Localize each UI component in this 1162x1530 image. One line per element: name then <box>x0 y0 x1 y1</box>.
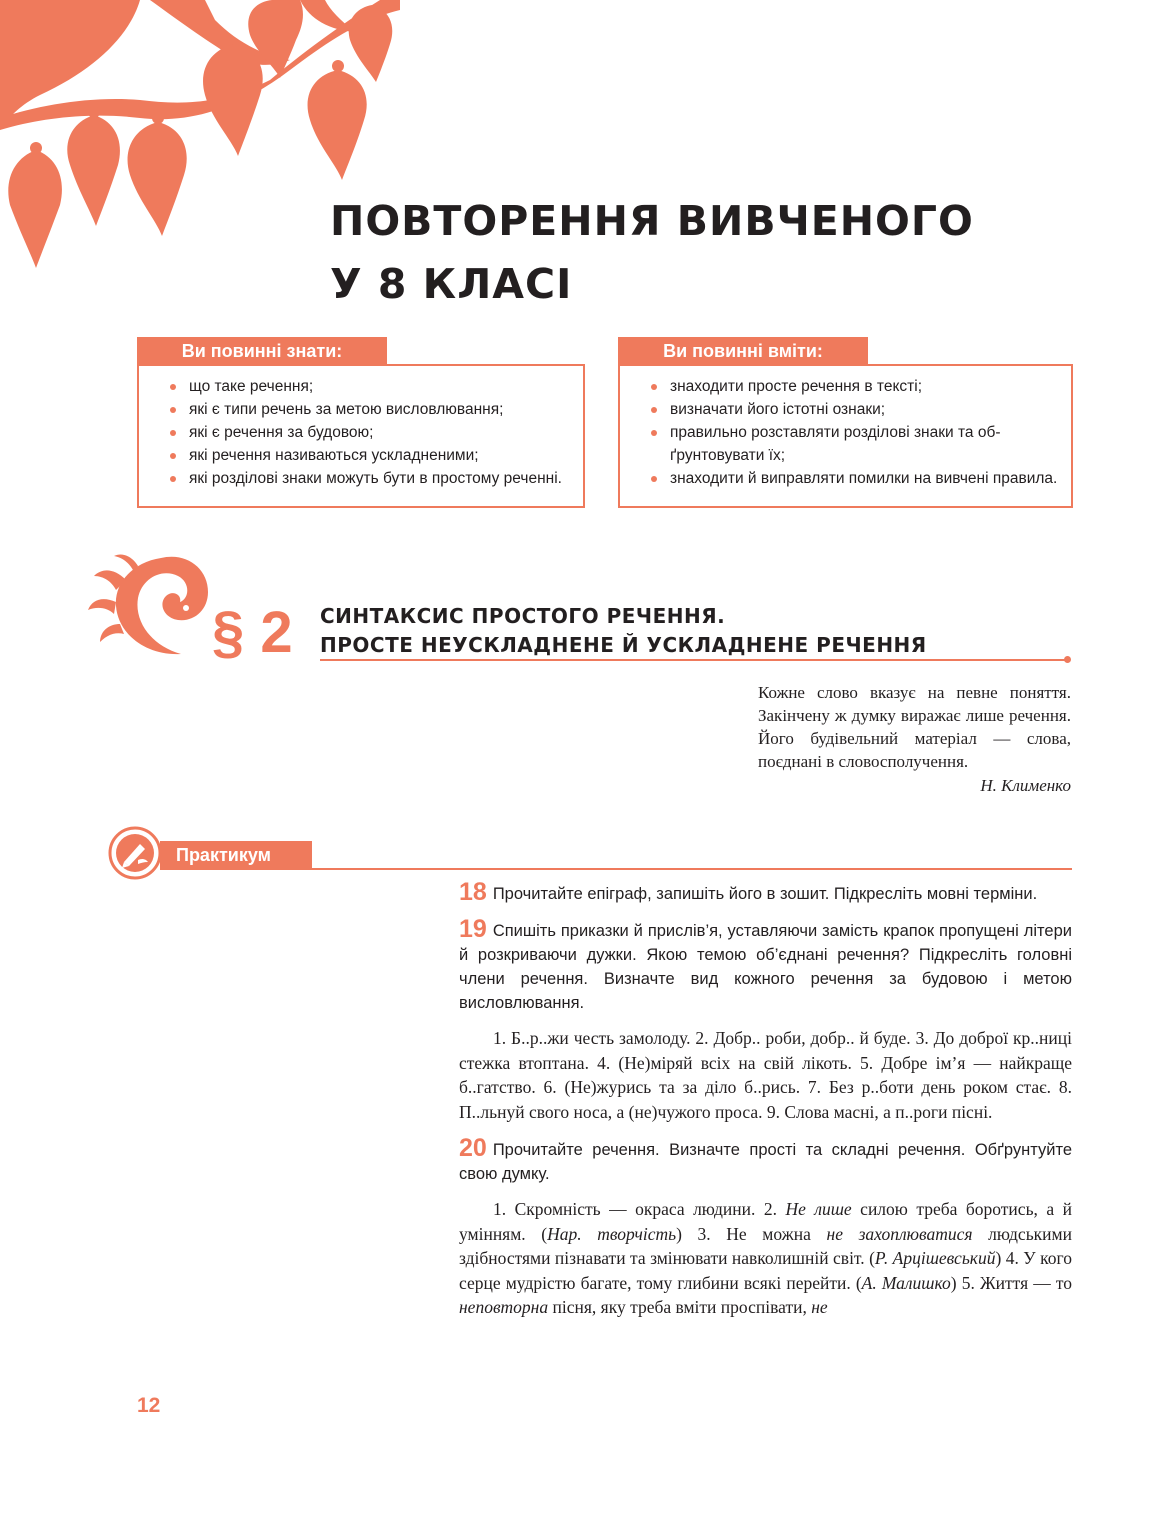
chapter-title-line-2: У 8 КЛАСІ <box>330 260 573 308</box>
know-item: які є типи речень за метою висловлювання; <box>189 398 573 421</box>
exercises <box>459 880 1072 1332</box>
pencil-hand-icon <box>108 826 162 880</box>
exercise-number: 19 <box>459 915 487 943</box>
epigraph-author: Н. Клименко <box>980 776 1071 795</box>
paragraph-title-line-1: СИНТАКСИС ПРОСТОГО РЕЧЕННЯ. <box>320 604 726 628</box>
know-item: що таке речення; <box>189 375 573 398</box>
italic-segment: не <box>811 1297 828 1317</box>
skills-item: визначати його істотні ознаки; <box>670 398 1061 421</box>
know-box-heading: Ви повинні знати: <box>137 337 387 364</box>
italic-segment: не захоплюватися <box>826 1223 973 1244</box>
epigraph-text: Кожне слово вказує на певне поняття. Закінчену ж думку виражає лише речення. Його будівельний матеріал — слова, поєднані в словосполучення. <box>758 683 1071 771</box>
skills-item: правильно розставляти розділові знаки та об-ґрунтовувати їх; <box>670 421 1061 467</box>
text-segment: ) 3. Не можна <box>676 1223 827 1244</box>
exercise-20-text <box>459 1197 1072 1320</box>
practicum-label: Практикум <box>160 841 312 870</box>
chapter-title-line-1: ПОВТОРЕННЯ ВИВЧЕНОГО <box>330 197 974 245</box>
know-box <box>137 364 585 508</box>
text-segment: силою треба боротись, а й умінням. ( <box>459 1199 1073 1244</box>
italic-segment: Р. Арцішевський <box>874 1248 996 1268</box>
text-segment: пісня, яку треба вміти проспівати, <box>548 1297 812 1317</box>
italic-segment: А. Малишко <box>861 1272 951 1293</box>
exercise-number: 20 <box>459 1134 487 1162</box>
text-segment: 1. Скромність — окраса людини. 2. <box>493 1199 786 1219</box>
exercise-number: 18 <box>459 878 487 906</box>
paragraph-title <box>320 602 927 660</box>
italic-segment: неповторна <box>459 1297 549 1317</box>
practicum-rule <box>312 868 1072 870</box>
exercise-18 <box>459 880 1072 906</box>
skills-box <box>618 364 1073 508</box>
text-segment: ) 5. Життя — то <box>950 1272 1072 1293</box>
heading-underline <box>320 659 1067 661</box>
italic-segment: Нар. творчість <box>547 1223 677 1244</box>
exercise-task: Прочитайте епіграф, запишіть його в зошит. Підкресліть мовні терміни. <box>492 885 1038 903</box>
text-segment: ) 4. У кого серце мудрістю багате, тому глибини всякі перейти. ( <box>459 1248 1072 1293</box>
epigraph <box>758 681 1071 797</box>
skills-item: знаходити й виправляти помилки на вивчені правила. <box>670 467 1061 490</box>
know-item: які розділові знаки можуть бути в простому реченні. <box>189 467 573 490</box>
paragraph-number: § 2 <box>212 600 293 665</box>
italic-segment: Не лише <box>785 1199 852 1219</box>
underline-dot <box>1064 656 1071 663</box>
paragraph-title-line-2: ПРОСТЕ НЕУСКЛАДНЕНЕ Й УСКЛАДНЕНЕ РЕЧЕННЯ <box>320 633 927 657</box>
know-item: які є речення за будовою; <box>189 421 573 444</box>
know-item: які речення називаються ускладненими; <box>189 444 573 467</box>
swirl-ornament <box>86 550 216 660</box>
exercise-19-text: 1. Б..р..жи честь замолоду. 2. Добр.. роби, добр.. й буде. 3. До доброї кр..ниці стежка втоптана. 4. (Не)міряй всіх на свій лікоть. 5. Добре ім’я — найкраще б..гатство. 6. (Не)журись та за діло б..рись. 7. Без р..боти день роком стає. 8. П..льнуй свого носа, а (не)чужого проса. 9. Слова масні, а п..роги пісні. <box>459 1028 1072 1122</box>
exercise-task: Прочитайте речення. Визначте прості та складні речення. Обґрунтуйте свою думку. <box>459 1141 1072 1183</box>
know-list <box>139 366 583 490</box>
chapter-title <box>330 190 974 316</box>
skills-item: знаходити просте речення в тексті; <box>670 375 1061 398</box>
skills-box-heading: Ви повинні вміти: <box>618 337 868 364</box>
exercise-20 <box>459 1136 1072 1186</box>
exercise-19 <box>459 917 1072 1015</box>
page-number: 12 <box>137 1394 161 1417</box>
exercise-task: Спишіть приказки й прислів’я, уставляючи замість крапок пропущені літери й розкриваючи дужки. Якою темою об’єднані речення? Підкресліть головні члени речення. Визначте вид кожного речення за будовою і метою висловлювання. <box>459 922 1072 1012</box>
skills-list <box>620 366 1071 490</box>
text-segment: людськими здібностями пізнавати та змінювати навколишній світ. ( <box>459 1223 1072 1268</box>
